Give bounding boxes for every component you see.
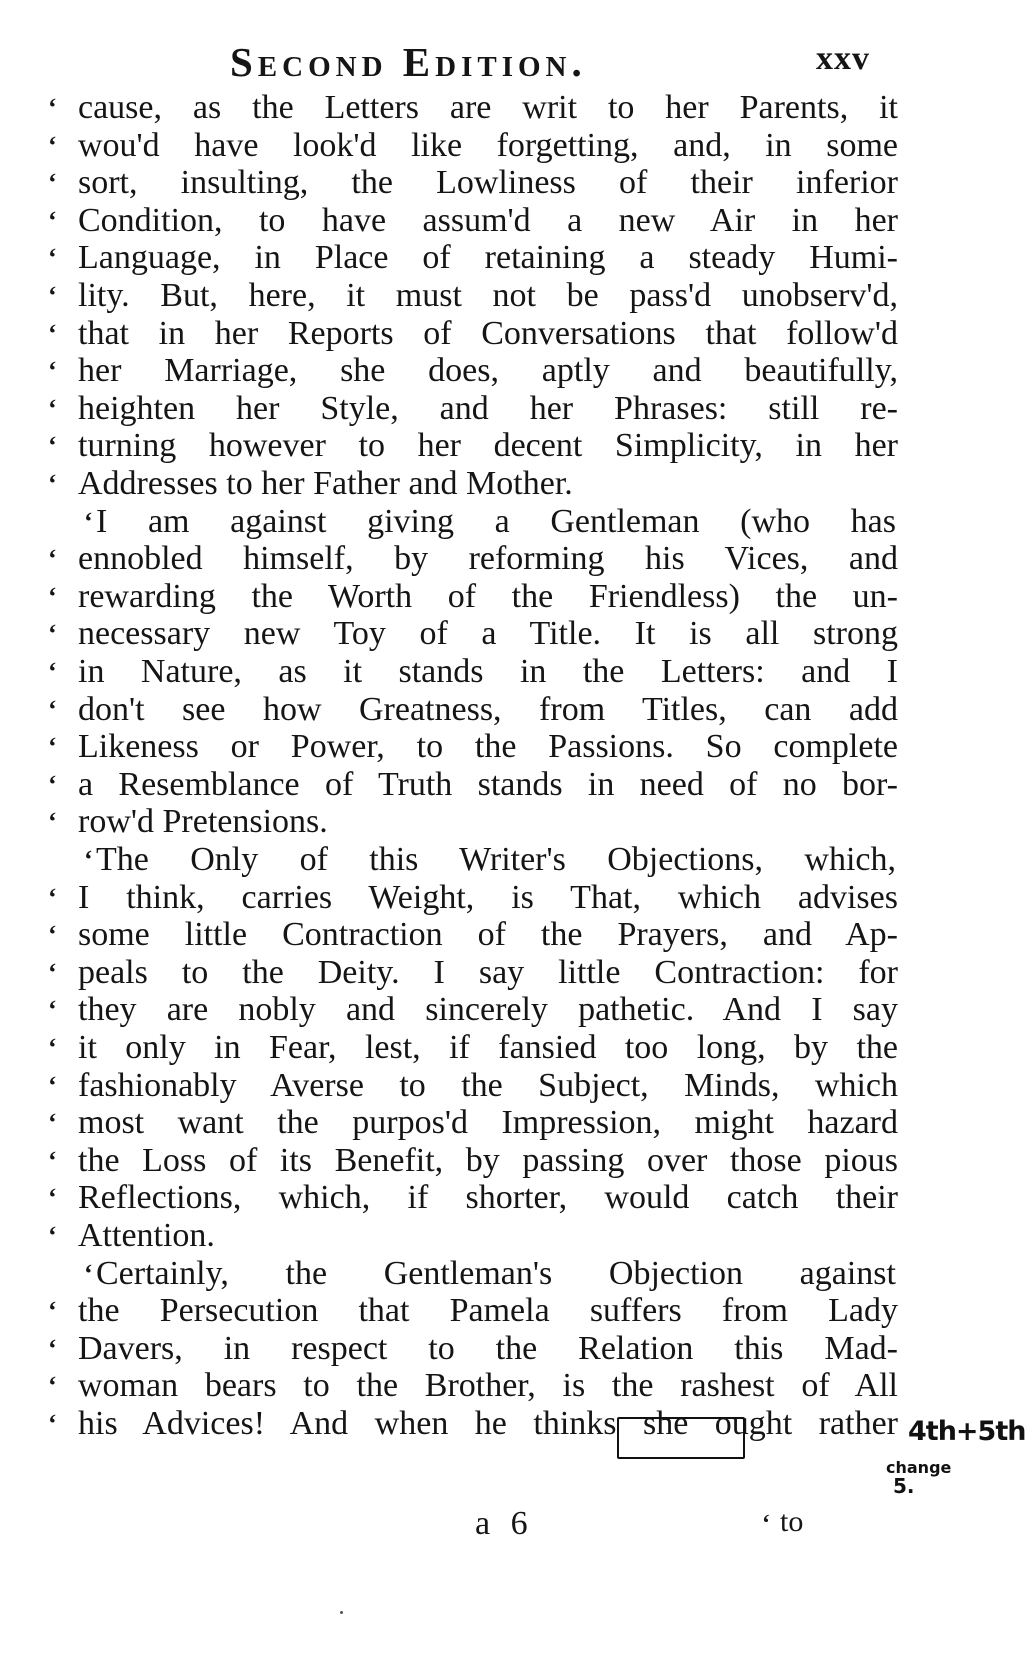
line-text: most want the purpos'd Impression, might hazard (78, 1104, 898, 1142)
quote-mark: ‘ (84, 1258, 93, 1288)
text-line (48, 88, 898, 128)
line-text: fashionably Averse to the Subject, Minds, which (78, 1066, 898, 1104)
margin-note-change: change (886, 1458, 952, 1477)
text-line (48, 126, 898, 166)
line-text: that in her Reports of Conversations that follow'd (78, 314, 898, 352)
line-text: Addresses to her Father and Mother. (78, 465, 573, 502)
text-line (48, 426, 898, 466)
quote-mark: ‘ (48, 619, 57, 649)
text-line (48, 1254, 896, 1294)
line-text: it only in Fear, lest, if fansied too long, by the (78, 1029, 898, 1066)
quote-mark: ‘ (48, 1070, 57, 1100)
line-text: the Persecution that Pamela suffers from Lady (78, 1292, 898, 1330)
page-numeral: xxv (816, 40, 870, 77)
quote-mark: ‘ (48, 356, 57, 386)
quote-mark: ‘ (84, 506, 93, 536)
quote-mark: ‘ (48, 1221, 57, 1250)
quote-mark: ‘ (48, 920, 57, 950)
line-text: sort, insulting, the Lowliness of their inferior (78, 164, 898, 202)
quote-mark: ‘ (48, 657, 57, 686)
running-title: Second Edition. (230, 39, 587, 85)
quote-mark: ‘ (48, 93, 57, 122)
quote-mark: ‘ (48, 732, 57, 762)
line-text: rewarding the Worth of the Friendless) the un- (78, 577, 898, 615)
text-line (48, 1366, 898, 1406)
catchword-text: to (780, 1505, 804, 1538)
handwritten-box-mark (617, 1417, 745, 1459)
line-text: her Marriage, she does, aptly and beautifully, (78, 352, 898, 390)
line-text: some little Contraction of the Prayers, and Ap- (78, 916, 898, 954)
quote-mark: ‘ (48, 1409, 57, 1438)
text-line (48, 577, 898, 617)
text-line (48, 727, 898, 767)
text-line (48, 351, 898, 391)
text-line (48, 1404, 898, 1444)
text-line (48, 314, 898, 354)
quote-mark: ‘ (48, 1371, 57, 1401)
text-line (48, 464, 868, 504)
text-line (48, 990, 898, 1030)
quote-mark: ‘ (48, 168, 57, 198)
text-line (48, 915, 898, 955)
text-line (48, 1103, 898, 1143)
text-line (48, 163, 898, 203)
text-line (48, 1141, 898, 1181)
text-line (48, 953, 898, 993)
quote-mark: ‘ (48, 1033, 57, 1062)
quote-mark: ‘ (48, 995, 57, 1025)
ink-speck (340, 1611, 343, 1614)
line-text: woman bears to the Brother, is the rashest of All (78, 1367, 898, 1405)
quote-mark: ‘ (48, 1296, 57, 1326)
text-line (48, 878, 898, 918)
line-text: Condition, to have assum'd a new Air in her (78, 201, 898, 239)
line-text: they are nobly and sincerely pathetic. And I say (78, 991, 898, 1029)
text-line (48, 690, 898, 730)
quote-mark: ‘ (48, 393, 57, 423)
line-text: don't see how Greatness, from Titles, can add (78, 690, 898, 728)
quote-mark: ‘ (48, 694, 57, 724)
line-text: heighten her Style, and her Phrases: still re- (78, 389, 898, 427)
line-text: I am against giving a Gentleman (who has (96, 502, 896, 540)
quote-mark: ‘ (48, 1183, 57, 1213)
text-line (48, 765, 898, 805)
line-text: Attention. (78, 1217, 215, 1254)
text-line (48, 652, 898, 692)
text-line (48, 1066, 898, 1106)
quote-mark: ‘ (48, 205, 57, 235)
text-line (48, 539, 898, 579)
line-text: necessary new Toy of a Title. It is all strong (78, 615, 898, 653)
line-text: Likeness or Power, to the Passions. So complete (78, 728, 898, 766)
quote-mark: ‘ (84, 845, 93, 874)
quote-mark: ‘ (48, 882, 57, 912)
quote-mark: ‘ (762, 1511, 770, 1537)
quote-mark: ‘ (48, 1108, 57, 1138)
text-line (48, 502, 896, 542)
text-line (48, 389, 898, 429)
line-text: the Loss of its Benefit, by passing over those pious (78, 1141, 898, 1179)
line-text: The Only of this Writer's Objections, which, (96, 841, 896, 878)
text-line (48, 1291, 898, 1331)
margin-note-edition: 4th+5th (908, 1416, 1025, 1447)
text-line (48, 201, 898, 241)
text-line (48, 1178, 898, 1218)
line-text: Reflections, which, if shorter, would catch their (78, 1179, 898, 1217)
line-text: I think, carries Weight, is That, which advises (78, 878, 898, 916)
text-line (48, 1216, 868, 1256)
margin-note-number: 5. (893, 1474, 915, 1498)
text-line (48, 238, 898, 278)
line-text: peals to the Deity. I say little Contraction: for (78, 953, 898, 991)
catchword (762, 1505, 803, 1539)
line-text: cause, as the Letters are writ to her Parents, it (78, 89, 898, 126)
line-text: his Advices! And when he thinks she ought rather (78, 1405, 898, 1442)
text-line (48, 1028, 898, 1068)
text-line (48, 840, 896, 880)
quote-mark: ‘ (48, 544, 57, 574)
quote-mark: ‘ (48, 281, 57, 310)
quote-mark: ‘ (48, 581, 57, 611)
line-text: turning however to her decent Simplicity, in her (78, 427, 898, 465)
quote-mark: ‘ (48, 243, 57, 273)
line-text: row'd Pretensions. (78, 803, 328, 841)
line-text: ennobled himself, by reforming his Vices, and (78, 540, 898, 578)
quote-mark: ‘ (48, 469, 57, 498)
text-line (48, 614, 898, 654)
quote-mark: ‘ (48, 1145, 57, 1175)
quote-mark: ‘ (48, 130, 57, 160)
quote-mark: ‘ (48, 318, 57, 348)
quote-mark: ‘ (48, 807, 57, 837)
text-line (48, 1329, 898, 1369)
quote-mark: ‘ (48, 957, 57, 987)
text-line (48, 276, 898, 316)
line-text: lity. But, here, it must not be pass'd unobserv'd, (78, 277, 898, 314)
line-text: a Resemblance of Truth stands in need of no bor- (78, 765, 898, 803)
line-text: Davers, in respect to the Relation this Mad- (78, 1329, 898, 1367)
line-text: Language, in Place of retaining a steady Humi- (78, 239, 898, 277)
line-text: Certainly, the Gentleman's Objection against (96, 1254, 896, 1292)
signature-mark: a 6 (475, 1505, 534, 1542)
line-text: wou'd have look'd like forgetting, and, in some (78, 126, 898, 164)
line-text: in Nature, as it stands in the Letters: and I (78, 653, 898, 690)
running-head (230, 38, 870, 86)
text-line (48, 802, 868, 842)
quote-mark: ‘ (48, 1333, 57, 1363)
quote-mark: ‘ (48, 769, 57, 799)
quote-mark: ‘ (48, 431, 57, 461)
